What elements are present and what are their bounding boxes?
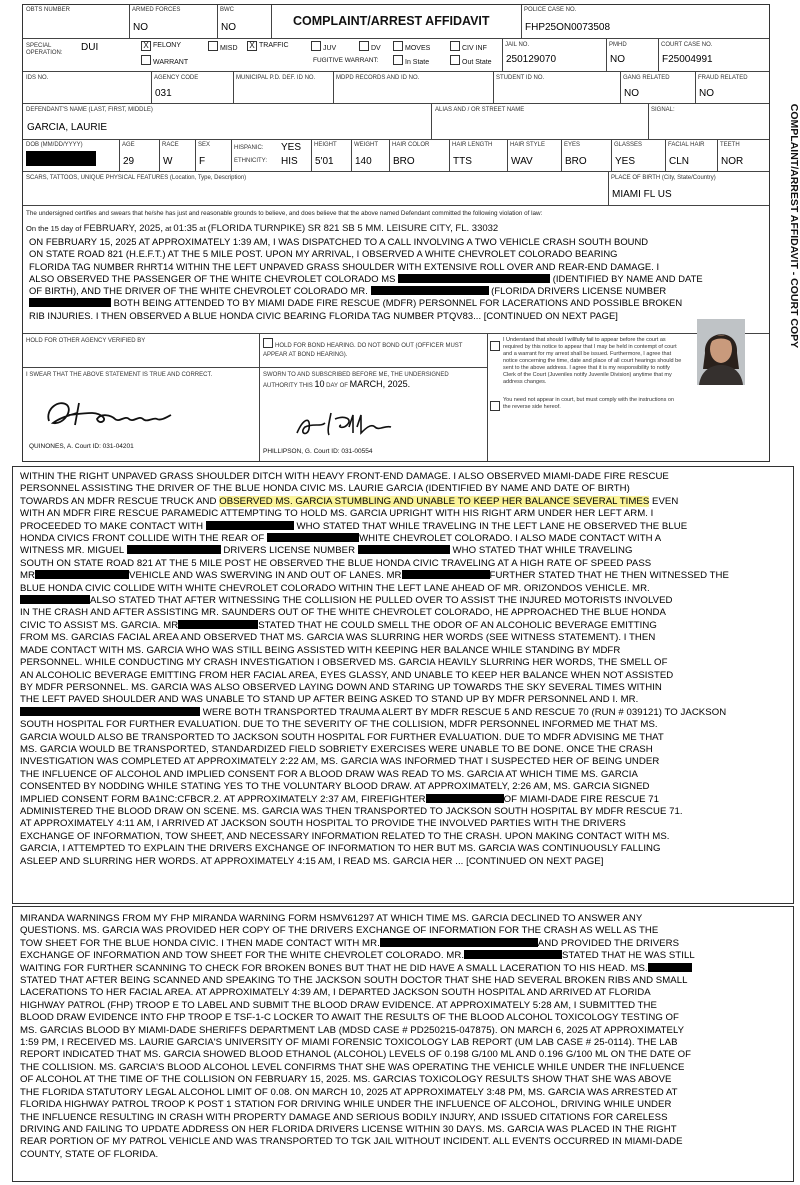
narr2-line: FROM MS. GARCIAS FACIAL AREA AND OBSERVED THAT MS. GARCIA WAS SLURRING HER WORDS (SEE WITNESS STATEMENT). I THEN xyxy=(20,632,656,644)
narr2-line: THE LEFT PAVED SHOULDER AND WAS UNABLE TO STAND UP AFTER BEING ASKED TO STAND UP BY MDFR PERSONNEL AND I. MR. xyxy=(20,694,639,706)
pmhd-value: NO xyxy=(610,54,625,65)
height-value: 5'01 xyxy=(315,156,334,167)
arrest-form xyxy=(22,4,770,462)
redaction xyxy=(464,950,562,959)
age-value: 29 xyxy=(123,156,135,167)
narr2-line: GARCIA, I ATTEMPTED TO EXPLAIN THE DRIVERS EXCHANGE OF INFORMATION TO HER BUT MS. GARCIA WAS CONTINUOUSLY FALLING xyxy=(20,843,661,855)
narr3-line: THE INFLUENCE RESULTING IN CRASH WITH PROPERTY DAMAGE AND SERIOUS BODILY INJURY, AND ISSUED CITATIONS FOR CARELESS xyxy=(20,1111,668,1123)
felony-check: X xyxy=(141,41,151,51)
narr3-line: STATED THAT AFTER BEING SCANNED AND SPEAKING TO THE JACKSON SOUTH DOCTOR THAT SHE HAD SEVERAL BROKEN RIBS AND SMALL xyxy=(20,975,688,987)
sex-value: F xyxy=(199,156,206,167)
continuation-box-2 xyxy=(12,906,794,1182)
violation-date-line xyxy=(26,223,498,234)
redaction xyxy=(398,274,550,283)
hair-style-value: WAV xyxy=(511,156,533,167)
narr1-line: OF BIRTH), AND THE DRIVER OF THE WHITE CHEVROLET COLORADO MR. (FLORIDA DRIVERS LICENSE NUMBER xyxy=(29,285,667,297)
redaction xyxy=(426,794,504,803)
violation-place: (FLORIDA TURNPIKE) SR 821 SB 5 MM. LEISURE CITY, FL. 33032 xyxy=(207,223,499,234)
narr2-line: INVESTIGATION WAS COMPLETED AT APPROXIMATELY 2:22 AM, MS. GARCIA WAS INFORMED THAT I SUSPECTED HER OF BEING UNDER xyxy=(20,756,660,768)
narr2-line: WITH AN MDFR FIRE RESCUE PARAMEDIC ATTEMPTING TO HOLD MS. GARCIA UPRIGHT WITH HIS RIGHT ARM UNDER HER LEFT ARM. I xyxy=(20,508,654,520)
weight-value: 140 xyxy=(355,156,372,167)
dob-redaction xyxy=(26,151,96,166)
narr2-line: ASLEEP AND SLURRING HER WORDS. AT APPROXIMATELY 4:15 AM, I READ MS. GARCIA HER ... [CONTINUED ON NEXT PAGE] xyxy=(20,855,604,867)
hispanic-value: YES xyxy=(281,142,302,153)
narr2-line: ADMINISTERED THE BLOOD DRAW ON SCENE. MS. GARCIA WAS THEN TRANSPORTED TO JACKSON SOUTH HOSPITAL BY MDFR RESCUE 71. xyxy=(20,805,683,817)
traffic-checkbox[interactable] xyxy=(247,41,289,51)
bwc-label: BWC xyxy=(220,7,234,13)
violation-month: FEBRUARY, 2025, xyxy=(83,223,163,234)
narr2-line: SOUTH HOSPITAL FOR FURTHER EVALUATION. DUE TO THE SEVERITY OF THE COLLISION, MDFR PERSONNEL INFORMED ME THAT MS. xyxy=(20,719,658,731)
onthe-p1: On the xyxy=(26,224,49,233)
continuation-box-1 xyxy=(12,466,794,904)
redaction xyxy=(35,570,129,579)
fraud-label: FRAUD RELATED xyxy=(698,75,748,81)
narr2-line: IN THE CRASH AND AFTER ASSISTING MR. SAUNDERS OUT OF THE WHITE CHEVROLET COLORADO, HE APPROACHED THE BLUE HONDA xyxy=(20,607,666,619)
defendant-photo xyxy=(697,319,745,385)
defendant-name: GARCIA, LAURIE xyxy=(27,122,108,133)
juv-checkbox[interactable] xyxy=(311,41,336,52)
civ-inf-label: CIV INF xyxy=(462,45,487,52)
defendant-label: DEFENDANT'S NAME (LAST, FIRST, MIDDLE) xyxy=(26,107,153,113)
narrative-page3 xyxy=(20,913,790,1161)
civ-inf-checkbox[interactable] xyxy=(450,41,487,52)
jail-no-value: 250129070 xyxy=(506,54,557,65)
narrative-page1 xyxy=(29,236,763,322)
narr1-line: BOTH BEING ATTENDED TO BY MIAMI DADE FIRE RESCUE (MDFR) PERSONNEL FOR LACERATIONS AND POSSIBLE BROKEN xyxy=(29,297,763,309)
sworn-label: SWORN TO AND SUBSCRIBED BEFORE ME, THE UNDERSIGNED AUTHORITY THIS xyxy=(263,372,449,389)
narr2-line: EXCHANGE OF INFORMATION, TOW SHEET, AND NECESSARY INFORMATION RELATED TO THE CRASH. UPON MAKING CONTACT WITH MS. xyxy=(20,830,670,842)
narr2-line: GARCIA WOULD ALSO BE TRANSPORTED TO JACKSON SOUTH HOSPITAL FOR FURTHER EVALUATION. DUE TO MDFR ADVISING ME THAT xyxy=(20,731,664,743)
obts-label: OBTS NUMBER xyxy=(26,7,71,13)
narr3-line: QUESTIONS. MS. GARCIA WAS PROVIDED HER COPY OF THE DRIVERS EXCHANGE OF INFORMATION FOR THE CRASH AS WELL AS THE xyxy=(20,925,659,937)
moves-checkbox[interactable] xyxy=(393,41,430,52)
onthe-p4: at xyxy=(199,224,206,233)
misd-checkbox[interactable] xyxy=(208,41,238,52)
narr3-line: MIRANDA WARNINGS FROM MY FHP MIRANDA WARNING FORM HSMV61297 AT WHICH TIME MS. GARCIA DECLINED TO ANSWER ANY xyxy=(20,913,643,924)
narr2-line: BLUE HONDA CIVIC COLLIDE WITH WHITE CHEVROLET COLORADO WITHIN THE LEFT LANE AHEAD OF MR. ORIZONDOS VEHICLE. MR. xyxy=(20,582,650,594)
side-title-text: COMPLAINT/ARREST AFFIDAVIT - COURT COPY xyxy=(788,103,800,349)
height-label: HEIGHT xyxy=(314,142,337,148)
ethnicity-label: ETHNICITY: xyxy=(234,158,268,164)
sworn-p2: DAY OF xyxy=(326,383,348,389)
side-title xyxy=(784,70,800,390)
dob-label: DOB (MM/DD/YYYY) xyxy=(26,142,83,148)
armed-forces-value: NO xyxy=(133,22,148,33)
swear-text: I SWEAR THAT THE ABOVE STATEMENT IS TRUE AND CORRECT. xyxy=(26,372,213,378)
student-id-label: STUDENT ID NO. xyxy=(496,75,545,81)
narr3-line: 1:59 PM, I RECEIVED MS. LAURIE GARCIA'S UNIVERSITY OF MIAMI FORENSIC TOXICOLOGY LAB REPORT (UM LAB CASE # 25-0114). THE LAB xyxy=(20,1037,678,1049)
court-case-label: COURT CASE NO. xyxy=(661,42,713,48)
narr1-line: ON STATE ROAD 821 (H.E.F.T.) AT THE 5 MILE POST. UPON MY ARRIVAL, I OBSERVED A WHITE CHEVROLET COLORADO BEARING xyxy=(29,248,618,260)
teeth-value: NOR xyxy=(721,156,744,167)
court-case-value: F25004991 xyxy=(662,54,713,65)
glasses-value: YES xyxy=(615,156,636,167)
weight-label: WEIGHT xyxy=(354,142,378,148)
mdpd-label: MDPD RECORDS AND ID NO. xyxy=(336,75,420,81)
narr1-line: RIB INJURIES. I THEN OBSERVED A BLUE HONDA CIVIC BEARING FLORIDA TAG NUMBER PTQV83... [CONTINUED ON NEXT PAGE] xyxy=(29,309,618,321)
birth-place-value: MIAMI FL US xyxy=(612,189,672,200)
hair-color-label: HAIR COLOR xyxy=(392,142,430,148)
agency-code-label: AGENCY CODE xyxy=(154,75,199,81)
moves-label: MOVES xyxy=(405,45,431,52)
agency-code-value: 031 xyxy=(155,88,172,99)
fraud-value: NO xyxy=(699,88,714,99)
fugitive-label: FUGITIVE WARRANT: xyxy=(313,57,379,64)
facial-hair-value: CLN xyxy=(669,156,690,167)
narr3-line: BLOOD DRAW EVIDENCE INTO FHP TROOP E TSF-1-C LOCKER TO AWAIT THE RESULTS OF THE BLOOD ALCOHOL TOXICOLOGY TESTING OF xyxy=(20,1012,679,1024)
narr2-line: THE INFLUENCE OF ALCOHOL AND IMPLIED CONSENT FOR A BLOOD DRAW WAS READ TO MS. GARCIA AT WHICH TIME MS. GARCIA xyxy=(20,768,638,780)
redaction xyxy=(20,595,90,604)
narr3-line: MS. GARCIAS BLOOD BY MIAMI-DADE SHERIFFS DEPARTMENT LAB (MDSD CASE # PD250215-047875). ON MARCH 6, 2025 AT APPROXIMATELY xyxy=(20,1024,685,1036)
narr2-line: PROCEEDED TO MAKE CONTACT WITH WHO STATED THAT WHILE TRAVELING IN THE LEFT LANE HE OBSERVED THE BLUE xyxy=(20,520,688,532)
felony-label: FELONY xyxy=(153,42,182,49)
scars-label: SCARS, TATTOOS, UNIQUE PHYSICAL FEATURES (Location, Type, Description) xyxy=(26,175,247,181)
misd-label: MISD xyxy=(220,45,238,52)
race-value: W xyxy=(163,156,173,167)
narr2-line: MS. GARCIA WOULD BE TRANSPORTED, STANDARDIZED FIELD SOBRIETY EXERCISES WERE UNABLE TO BE DONE. ONCE THE CRASH xyxy=(20,743,653,755)
narr3-line: EXCHANGE OF INFORMATION AND TOW SHEET FOR THE WHITE CHEVROLET COLORADO. MR. STATED THAT HE WAS STILL xyxy=(20,950,695,962)
onthe-p3: at xyxy=(165,224,172,233)
violation-time: 01:35 xyxy=(173,223,198,234)
narr3-line: THE COLLISION. MS. GARCIA'S BLOOD ALCOHOL LEVEL CONFIRMS THAT SHE WAS OPERATING THE VEHICLE WHILE UNDER THE INFLUENCE xyxy=(20,1061,685,1073)
dv-label: DV xyxy=(371,45,381,52)
glasses-label: GLASSES xyxy=(614,142,643,148)
redaction xyxy=(178,620,258,629)
hold-bond-box[interactable] xyxy=(263,338,483,360)
ethnicity-value: HIS xyxy=(281,156,298,167)
outstate-label: Out State xyxy=(462,59,492,66)
traffic-label: TRAFFIC xyxy=(259,42,289,49)
signal-label: SIGNAL: xyxy=(651,107,675,113)
ids-label: IDS NO. xyxy=(26,75,49,81)
understand-text-1: I Understand that should I willfully fail to appear before the court as required by this notice to appear that I may be held in contempt of court and a warrant for my arrest shall be issued. Furthermore, I agree that notice concerning the time, date and place of all court hearings should be sent to the above address. I agree that it is my responsibility to notify Clerk of the Court (Juveniles notify Juvenile Division) anytime that my address changes. xyxy=(503,337,682,385)
armed-forces-label: ARMED FORCES xyxy=(132,7,181,13)
narr2-line: WITHIN THE RIGHT UNPAVED GRASS SHOULDER DITCH WITH HEAVY FRONT-END DAMAGE. I ALSO OBSERVED MIAMI-DADE FIRE RESCUE xyxy=(20,471,669,482)
warrant-label: WARRANT xyxy=(153,59,189,66)
redaction xyxy=(380,938,538,947)
narr1-line: FLORIDA TAG NUMBER RHRT14 WITHIN THE LEFT UNPAVED GRASS SHOULDER WITH EXTENSIVE ROLL OVER AND REAR-END DAMAGE. I xyxy=(29,260,660,272)
narr3-line: WAITING FOR FURTHER SCANNING TO CHECK FOR BROKEN BONES BUT THAT HE DID HAVE A SMALL LACERATION TO HIS HEAD. MS. xyxy=(20,963,790,975)
narr2-line: AN ALCOHOLIC BEVERAGE EMITTING FROM HER FACIAL AREA, EYES GLASSY, AND UNABLE TO KEEP HER BALANCE WHEN NOT ASSISTED xyxy=(20,669,674,681)
redaction xyxy=(402,570,490,579)
highlighted-observation: OBSERVED MS. GARCIA STUMBLING AND UNABLE TO KEEP HER BALANCE SEVERAL TIMES xyxy=(219,495,650,507)
narr2-line: WITNESS MR. MIGUEL DRIVERS LICENSE NUMBER WHO STATED THAT WHILE TRAVELING xyxy=(20,545,633,557)
redaction xyxy=(20,707,200,716)
pmhd-label: PMHD xyxy=(609,42,627,48)
narr1-line: ALSO OBSERVED THE PASSENGER OF THE WHITE CHEVROLET COLORADO MS (IDENTIFIED BY NAME AND DATE xyxy=(29,272,703,284)
traffic-check: X xyxy=(247,41,257,51)
narr1-line: ON FEBRUARY 15, 2025 AT APPROXIMATELY 1:39 AM, I WAS DISPATCHED TO A CALL INVOLVING A TWO VEHICLE CRASH SOUTH BOUND xyxy=(29,236,649,247)
notary-signature xyxy=(291,409,401,441)
narr2-line: TOWARDS AN MDFR RESCUE TRUCK AND OBSERVED MS. GARCIA STUMBLING AND UNABLE TO KEEP HER BALANCE SEVERAL TIMES EVEN xyxy=(20,495,679,507)
birth-place-label: PLACE OF BIRTH (City, State/Country) xyxy=(611,175,716,181)
sworn-day: 10 xyxy=(314,379,325,389)
bwc-value: NO xyxy=(221,22,236,33)
narr2-line: AT APPROXIMATELY 4:11 AM, I ARRIVED AT JACKSON SOUTH HOSPITAL TO PROVIDE THE INVOLVED PARTIES WITH THE DRIVERS xyxy=(20,818,626,830)
narr3-line: FLORIDA HIGHWAY PATROL TROOP K POST 1 STATION FOR DRIVING WHILE UNDER THE INFLUENCE OF ALCOHOL, DRIVING WHILE UNDER xyxy=(20,1099,672,1111)
narr2-line: BY MDFR PERSONNEL. MS. GARCIA WAS ALSO OBSERVED LAYING DOWN AND STARING UP TOWARDS THE SKY SEVERAL TIMES WITHIN xyxy=(20,681,662,693)
hold-bond-check xyxy=(263,338,273,348)
narr2-line: IMPLIED CONSENT FORM BA1NC:CFBCR.2. AT APPROXIMATELY 2:37 AM, FIREFIGHTER OF MIAMI-DADE FIRE RESCUE 71 xyxy=(20,793,660,805)
narr3-line: THE FLORIDA STATUTORY LEGAL ALCOHOL LIMIT OF 0.08. ON MARCH 10, 2025 AT APPROXIMATELY 3:48 PM, MS. GARCIA WAS ARRESTED AT xyxy=(20,1086,678,1098)
dv-checkbox[interactable] xyxy=(359,41,381,52)
officer-signature xyxy=(41,395,181,433)
facial-hair-label: FACIAL HAIR xyxy=(668,142,705,148)
police-case-label: POLICE CASE NO. xyxy=(524,7,577,13)
police-case-value: FHP25ON0073508 xyxy=(525,22,611,33)
narr2-line: WERE BOTH TRANSPORTED TRAUMA ALERT BY MDFR RESCUE 5 AND RESCUE 70 (RUN # 039121) TO JACKSON xyxy=(20,707,790,719)
narr2-line: HONDA CIVICS FRONT COLLIDE WITH THE REAR OF WHITE CHEVROLET COLORADO. I ALSO MADE CONTACT WITH A xyxy=(20,533,662,545)
gang-value: NO xyxy=(624,88,639,99)
special-op-label: SPECIAL OPERATION: xyxy=(26,43,63,56)
redaction xyxy=(371,286,489,295)
narr2-line: ALSO STATED THAT AFTER WITNESSING THE COLLISION HE PULLED OVER TO ASSIST THE INJURED MOTORISTS INVOLVED xyxy=(20,595,790,607)
onthe-p2: day of xyxy=(61,224,82,233)
hair-length-value: TTS xyxy=(453,156,472,167)
eyes-label: EYES xyxy=(564,142,581,148)
race-label: RACE xyxy=(162,142,179,148)
redaction xyxy=(648,963,692,972)
age-label: AGE xyxy=(122,142,135,148)
narr2-line: CIVIC TO ASSIST MS. GARCIA. MR STATED THAT HE COULD SMELL THE ODOR OF AN ALCOHOLIC BEVERAGE EMITTING xyxy=(20,619,657,631)
narr2-line: PERSONNEL. WHILE CONDUCTING MY CRASH INVESTIGATION I OBSERVED MS. GARCIA HEAVILY SLURRING HER WORDS, THE SMELL OF xyxy=(20,657,668,669)
narr2-line: MADE CONTACT WITH MS. GARCIA WHO WAS STILL BEING ASSISTED WITH KEEPING HER BALANCE WHILE STANDING BY MDFR xyxy=(20,644,621,656)
narr3-line: DRIVING AND FAILING TO UPDATE ADDRESS ON HER FLORIDA DRIVERS LICENSE WITHIN 30 DAYS. MS. GARCIA WAS PLACED IN THE RIGHT xyxy=(20,1123,677,1135)
form-title: COMPLAINT/ARREST AFFIDAVIT xyxy=(293,14,490,28)
redaction xyxy=(358,545,450,554)
hold-other-label: HOLD FOR OTHER AGENCY VERIFIED BY xyxy=(26,338,146,344)
alias-label: ALIAS AND / OR STREET NAME xyxy=(435,107,525,113)
instate-label: In State xyxy=(405,59,430,66)
narr2-line: MR VEHICLE AND WAS SWERVING IN AND OUT OF LANES. MR FURTHER STATED THAT HE THEN WITNESSED THE xyxy=(20,570,729,582)
narr3-line: OF ALCOHOL AT THE TIME OF THE COLLISION ON FEBRUARY 15, 2025. MS. GARCIAS TOXICOLOGY RESULTS SHOW THAT SHE WAS ABOVE xyxy=(20,1074,672,1086)
narrative-page2 xyxy=(20,471,790,868)
narr3-line: HIGHWAY PATROL (FHP) TROOP E TO LABEL AND SUBMIT THE BLOOD DRAW EVIDENCE. AT APPROXIMATELY 5:28 AM, I SUBMITTED THE xyxy=(20,999,657,1011)
instate-checkbox[interactable] xyxy=(393,55,429,66)
narr3-line: TOW SHEET FOR THE BLUE HONDA CIVIC. I THEN MADE CONTACT WITH MR. AND PROVIDED THE DRIVERS xyxy=(20,937,680,949)
hair-color-value: BRO xyxy=(393,156,415,167)
violation-day: 15 xyxy=(50,224,59,233)
gang-label: GANG RELATED xyxy=(623,75,670,81)
municipal-label: MUNICIPAL P.D. DEF. ID NO. xyxy=(236,75,316,81)
narr3-line: REPORT INDICATED THAT MS. GARCIA SHOWED BLOOD ETHANOL (ALCOHOL) LEVELS OF 0.198 G/100 ML AND 0.196 G/100 ML ON THE DATE OF xyxy=(20,1049,692,1061)
narr3-line: REAR PORTION OF MY PATROL VEHICLE AND WAS TRANSPORTED TO TGK JAIL WITHOUT INCIDENT. ALL EVENTS OCCURRED IN MIAMI-DADE xyxy=(20,1136,683,1148)
redaction xyxy=(206,521,294,530)
understand-text-2: You need not appear in court, but must comply with the instructions on the reverse side hereof. xyxy=(503,397,675,410)
understand-checkbox-1[interactable] xyxy=(490,337,502,355)
narr2-line: SOUTH ON STATE ROAD 821 AT THE 5 MILE POST HE OBSERVED THE BLUE HONDA CIVIC TRAVELING AT A HIGH RATE OF SPEED PASS xyxy=(20,557,652,569)
officer-sig-name: QUINONES, A. Court ID: 031-04201 xyxy=(29,443,134,450)
narr2-line: PERSONNEL ASSISTING THE DRIVER OF THE BLUE HONDA CIVIC MS. LAURIE GARCIA (IDENTIFIED BY NAME AND DATE OF BIRTH) xyxy=(20,483,630,495)
hair-length-label: HAIR LENGTH xyxy=(452,142,493,148)
narr2-line: CONSENTED BY NODDING WHILE STATING YES TO THE VOLUNTARY BLOOD DRAW. AT APPROXIMATELY, 2:26 AM, MS. GARCIA SIGNED xyxy=(20,781,650,793)
eyes-value: BRO xyxy=(565,156,587,167)
sex-label: SEX xyxy=(198,142,211,148)
juv-label: JUV xyxy=(323,45,337,52)
felony-checkbox[interactable] xyxy=(141,41,181,51)
sworn-text xyxy=(263,371,473,391)
certify-text: The undersigned certifies and swears that he/she has just and reasonable grounds to believe, and does believe that the above named Defendant committed the following violation of law: xyxy=(26,210,543,217)
hold-bond-label: HOLD FOR BOND HEARING. DO NOT BOND OUT (OFFICER MUST APPEAR AT BOND HEARING). xyxy=(263,343,463,358)
teeth-label: TEETH xyxy=(720,142,740,148)
redaction xyxy=(267,533,359,542)
sworn-month: MARCH, 2025. xyxy=(349,379,411,389)
hair-style-label: HAIR STYLE xyxy=(510,142,546,148)
narr3-line: LACERATIONS TO HER FACIAL AREA. AT APPROXIMATELY 4:39 AM, I DEPARTED JACKSON SOUTH HOSPITAL AND ARRIVED AT FLORIDA xyxy=(20,987,651,999)
redaction xyxy=(127,545,221,554)
narr3-line: COUNTY, STATE OF FLORIDA. xyxy=(20,1148,159,1160)
outstate-checkbox[interactable] xyxy=(450,55,492,66)
redaction xyxy=(29,298,111,307)
jail-no-label: JAIL NO. xyxy=(505,42,530,48)
special-op-value: DUI xyxy=(81,42,99,53)
warrant-checkbox[interactable] xyxy=(141,55,188,66)
understand-checkbox-2[interactable] xyxy=(490,397,502,415)
hispanic-label: HISPANIC: xyxy=(234,145,264,151)
notary-sig-name: PHILLIPSON, G. Court ID: 031-00554 xyxy=(263,448,373,455)
